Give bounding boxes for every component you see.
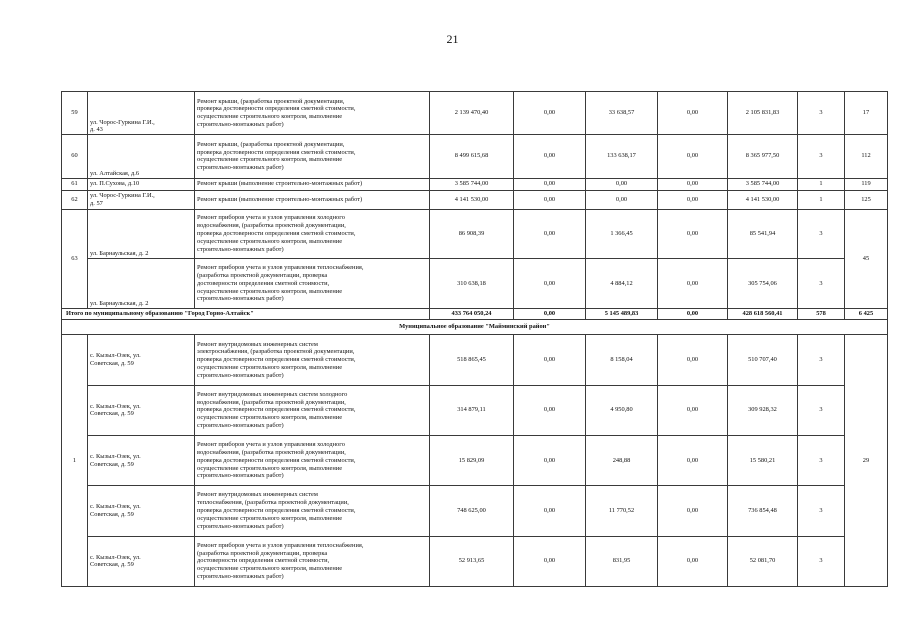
last-col-cell: 17	[845, 92, 888, 135]
cost-col2-cell: 1 366,45	[586, 209, 658, 258]
cost-col1-cell: 0,00	[514, 209, 586, 258]
cost-col1-cell: 0,00	[514, 309, 586, 320]
cost-col4-cell: 428 618 560,41	[728, 309, 798, 320]
count-cell: 3	[798, 135, 845, 178]
table-row	[62, 258, 888, 308]
count-cell: 3	[798, 92, 845, 135]
cost-col4-cell: 736 854,48	[728, 486, 798, 536]
cost-col3-cell: 0,00	[658, 190, 728, 209]
address-cell: с. Кызыл-Озек, ул. Советская, д. 59	[88, 385, 195, 435]
cost-col3-cell: 0,00	[658, 335, 728, 385]
cost-col1-cell: 0,00	[514, 178, 586, 190]
cost-col2-cell: 8 158,04	[586, 335, 658, 385]
cost-col2-cell: 248,88	[586, 436, 658, 486]
cost-col3-cell: 0,00	[658, 536, 728, 586]
count-cell: 3	[798, 486, 845, 536]
total-cost-cell: 15 829,09	[430, 436, 514, 486]
row-number: 62	[62, 190, 88, 209]
count-cell: 3	[798, 335, 845, 385]
cost-col4-cell: 2 105 831,83	[728, 92, 798, 135]
count-cell: 578	[798, 309, 845, 320]
cost-col1-cell: 0,00	[514, 536, 586, 586]
last-col-cell: 112	[845, 135, 888, 178]
cost-col4-cell: 15 580,21	[728, 436, 798, 486]
total-cost-cell: 52 913,65	[430, 536, 514, 586]
cost-col3-cell: 0,00	[658, 486, 728, 536]
row-number: 63	[62, 209, 88, 309]
table-row	[62, 190, 888, 209]
count-cell: 1	[798, 178, 845, 190]
cost-col2-cell: 0,00	[586, 190, 658, 209]
cost-col4-cell: 3 585 744,00	[728, 178, 798, 190]
cost-col1-cell: 0,00	[514, 385, 586, 435]
cost-col1-cell: 0,00	[514, 190, 586, 209]
count-cell: 3	[798, 258, 845, 308]
address-cell: с. Кызыл-Озек, ул. Советская, д. 59	[88, 536, 195, 586]
address-cell: ул. Чорос-Гуркина Г.И., д. 43	[88, 92, 195, 135]
cost-col4-cell: 85 541,94	[728, 209, 798, 258]
count-cell: 1	[798, 190, 845, 209]
total-cost-cell: 86 908,39	[430, 209, 514, 258]
address-cell: с. Кызыл-Озек, ул. Советская, д. 59	[88, 436, 195, 486]
table-row	[62, 209, 888, 258]
work-description-cell: Ремонт приборов учета и узлов управления теплоснабжения, (разработка проектной документации, проверка достоверности определения сметной стоимости, осуществление строительного контроля, выполнение строительно-монтажных работ)	[195, 536, 430, 586]
cost-col2-cell: 133 638,17	[586, 135, 658, 178]
cost-col2-cell: 33 638,57	[586, 92, 658, 135]
cost-col4-cell: 4 141 530,00	[728, 190, 798, 209]
table-row	[62, 536, 888, 586]
cost-col1-cell: 0,00	[514, 135, 586, 178]
count-cell: 3	[798, 536, 845, 586]
table-row	[62, 385, 888, 435]
municipality-header-row	[62, 320, 888, 335]
total-row	[62, 309, 888, 320]
work-description-cell: Ремонт внутридомовых инженерных систем холодного водоснабжения, (разработка проектной документации, проверка достоверности определения сметной стоимости, осуществление строительного контроля, выполнение строительно-монтажных работ)	[195, 385, 430, 435]
count-cell: 3	[798, 436, 845, 486]
address-cell: ул. П.Сухова, д.10	[88, 178, 195, 190]
cost-col3-cell: 0,00	[658, 92, 728, 135]
work-description-cell: Ремонт приборов учета и узлов управления холодного водоснабжения, (разработка проектной документации, проверка достоверности определения сметной стоимости, осуществление строительного контроля, выполнение строительно-монтажных работ)	[195, 436, 430, 486]
last-col-cell: 29	[845, 335, 888, 587]
row-number: 59	[62, 92, 88, 135]
total-cost-cell: 433 764 050,24	[430, 309, 514, 320]
address-cell: ул. Алтайская, д.6	[88, 135, 195, 178]
address-cell: с. Кызыл-Озек, ул. Советская, д. 59	[88, 486, 195, 536]
cost-col2-cell: 831,95	[586, 536, 658, 586]
cost-col4-cell: 8 365 977,50	[728, 135, 798, 178]
total-cost-cell: 8 499 615,68	[430, 135, 514, 178]
cost-col2-cell: 5 145 489,83	[586, 309, 658, 320]
repair-program-table	[61, 91, 888, 587]
total-cost-cell: 314 879,11	[430, 385, 514, 435]
work-description-cell: Ремонт приборов учета и узлов управления теплоснабжения, (разработка проектной документации, проверка достоверности определения сметной стоимости, осуществление строительного контроля, выполнение строительно-монтажных работ)	[195, 258, 430, 308]
total-cost-cell: 4 141 530,00	[430, 190, 514, 209]
last-col-cell: 45	[845, 209, 888, 309]
cost-col4-cell: 510 707,40	[728, 335, 798, 385]
row-number: 1	[62, 335, 88, 587]
table-row	[62, 335, 888, 385]
table-row	[62, 135, 888, 178]
cost-col2-cell: 11 770,52	[586, 486, 658, 536]
cost-col3-cell: 0,00	[658, 209, 728, 258]
total-cost-cell: 310 638,18	[430, 258, 514, 308]
cost-col1-cell: 0,00	[514, 486, 586, 536]
work-description-cell: Ремонт крыши, (разработка проектной документации, проверка достоверности определения сметной стоимости, осуществление строительного контроля, выполнение строительно-монтажных работ)	[195, 92, 430, 135]
address-cell: ул. Барнаульская, д. 2	[88, 209, 195, 258]
cost-col1-cell: 0,00	[514, 436, 586, 486]
cost-col1-cell: 0,00	[514, 335, 586, 385]
last-col-cell: 125	[845, 190, 888, 209]
address-cell: ул. Барнаульская, д. 2	[88, 258, 195, 308]
cost-col3-cell: 0,00	[658, 436, 728, 486]
cost-col2-cell: 4 950,80	[586, 385, 658, 435]
cost-col1-cell: 0,00	[514, 92, 586, 135]
page-number: 21	[446, 32, 459, 46]
cost-col2-cell: 4 884,12	[586, 258, 658, 308]
total-cost-cell: 2 139 470,40	[430, 92, 514, 135]
count-cell: 3	[798, 385, 845, 435]
cost-col4-cell: 309 928,32	[728, 385, 798, 435]
cost-col3-cell: 0,00	[658, 258, 728, 308]
work-description-cell: Ремонт крыши (выполнение строительно-монтажных работ)	[195, 190, 430, 209]
cost-col4-cell: 305 754,06	[728, 258, 798, 308]
work-description-cell: Ремонт крыши (выполнение строительно-монтажных работ)	[195, 178, 430, 190]
count-cell: 3	[798, 209, 845, 258]
last-col-cell: 119	[845, 178, 888, 190]
total-cost-cell: 518 865,45	[430, 335, 514, 385]
table-row	[62, 436, 888, 486]
work-description-cell: Ремонт крыши, (разработка проектной документации, проверка достоверности определения сметной стоимости, осуществление строительного контроля, выполнение строительно-монтажных работ)	[195, 135, 430, 178]
cost-col4-cell: 52 081,70	[728, 536, 798, 586]
work-description-cell: Ремонт внутридомовых инженерных систем теплоснабжения, (разработка проектной документации, проверка достоверности определения сметной стоимости, осуществление строительного контроля, выполнение строительно-монтажных работ)	[195, 486, 430, 536]
cost-col1-cell: 0,00	[514, 258, 586, 308]
cost-col3-cell: 0,00	[658, 309, 728, 320]
work-description-cell: Ремонт внутридомовых инженерных систем электроснабжения, (разработка проектной документации, проверка достоверности определения сметной стоимости, осуществление строительного контроля, выполнение строительно-монтажных работ)	[195, 335, 430, 385]
work-description-cell: Ремонт приборов учета и узлов управления холодного водоснабжения, (разработка проектной документации, проверка достоверности определения сметной стоимости, осуществление строительного контроля, выполнение строительно-монтажных работ)	[195, 209, 430, 258]
cost-col3-cell: 0,00	[658, 178, 728, 190]
cost-col3-cell: 0,00	[658, 135, 728, 178]
last-col-cell: 6 425	[845, 309, 888, 320]
table-row	[62, 178, 888, 190]
total-cost-cell: 3 585 744,00	[430, 178, 514, 190]
municipality-header: Муниципальное образование "Майминский район"	[62, 320, 888, 335]
table-row	[62, 486, 888, 536]
cost-col2-cell: 0,00	[586, 178, 658, 190]
address-cell: с. Кызыл-Озек, ул. Советская, д. 59	[88, 335, 195, 385]
table-row	[62, 92, 888, 135]
row-number: 61	[62, 178, 88, 190]
total-cost-cell: 748 625,00	[430, 486, 514, 536]
total-label: Итого по муниципальному образованию "Город Горно-Алтайск"	[62, 309, 430, 320]
address-cell: ул. Чорос-Гуркина Г.И., д. 57	[88, 190, 195, 209]
cost-col3-cell: 0,00	[658, 385, 728, 435]
row-number: 60	[62, 135, 88, 178]
